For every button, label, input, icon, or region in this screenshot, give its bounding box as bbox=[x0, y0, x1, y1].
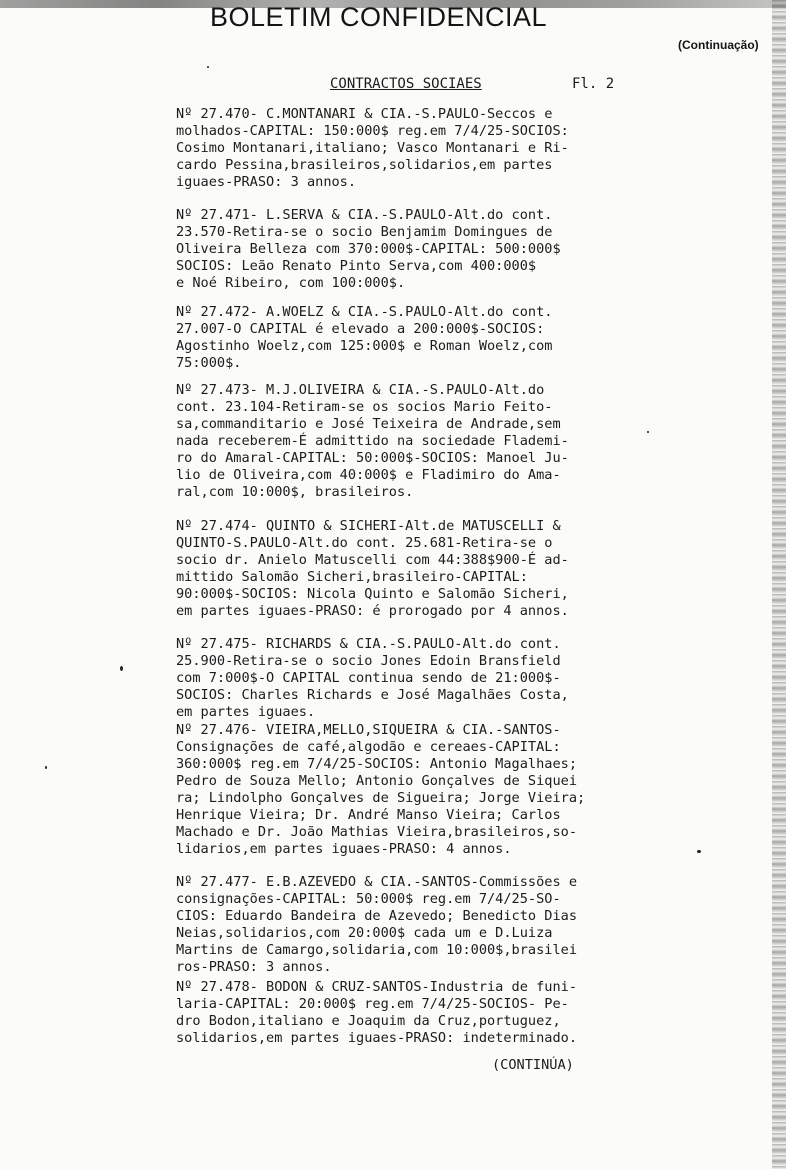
scan-speck bbox=[207, 66, 209, 68]
entry-line: SOCIOS: Leão Renato Pinto Serva,com 400:000$ bbox=[176, 258, 537, 274]
entry-line: Neias,solidarios,com 20:000$ cada um e D.Luiza bbox=[176, 925, 553, 941]
entry-line: Pedro de Souza Mello; Antonio Gonçalves de Siquei bbox=[176, 773, 578, 789]
entry-27478 bbox=[176, 979, 577, 1047]
entry-line: Nº 27.473- M.J.OLIVEIRA & CIA.-S.PAULO-Alt.do bbox=[176, 382, 545, 398]
entry-line: Nº 27.472- A.WOELZ & CIA.-S.PAULO-Alt.do cont. bbox=[176, 304, 553, 320]
entry-line: com 7:000$-O CAPITAL continua sendo de 21:000$- bbox=[176, 670, 561, 686]
entry-line: laria-CAPITAL: 20:000$ reg.em 7/4/25-SOCIOS- Pe- bbox=[176, 996, 569, 1012]
entry-line: Agostinho Woelz,com 125:000$ e Roman Woelz,com bbox=[176, 338, 553, 354]
entry-line: CIOS: Eduardo Bandeira de Azevedo; Benedicto Dias bbox=[176, 908, 578, 924]
entry-line: Nº 27.476- VIEIRA,MELLO,SIQUEIRA & CIA.-SANTOS- bbox=[176, 722, 561, 738]
entry-line: Cosimo Montanari,italiano; Vasco Montanari e Ri- bbox=[176, 140, 569, 156]
entry-line: em partes iguaes-PRASO: é prorogado por 4 annos. bbox=[176, 603, 569, 619]
entry-line: Consignações de café,algodão e cereaes-CAPITAL: bbox=[176, 739, 561, 755]
entry-line: Nº 27.478- BODON & CRUZ-SANTOS-Industria de funi- bbox=[176, 979, 578, 995]
entry-line: dro Bodon,italiano e Joaquim da Cruz,portuguez, bbox=[176, 1013, 561, 1029]
entry-line: socio dr. Anielo Matuscelli com 44:388$900-É ad- bbox=[176, 552, 569, 568]
entry-line: lio de Oliveira,com 40:000$ e Fladimiro do Ama- bbox=[176, 467, 561, 483]
entry-line: 27.007-O CAPITAL é elevado a 200:000$-SOCIOS: bbox=[176, 321, 545, 337]
entry-line: 90:000$-SOCIOS: Nicola Quinto e Salomão Sicheri, bbox=[176, 586, 569, 602]
entry-line: mittido Salomão Sicheri,brasileiro-CAPITAL: bbox=[176, 569, 528, 585]
entry-27470 bbox=[176, 106, 656, 191]
entry-line: Nº 27.475- RICHARDS & CIA.-S.PAULO-Alt.do cont. bbox=[176, 636, 561, 652]
entry-line: consignações-CAPITAL: 50:000$ reg.em 7/4/25-SO- bbox=[176, 891, 561, 907]
entry-line: molhados-CAPITAL: 150:000$ reg.em 7/4/25-SOCIOS: bbox=[176, 123, 569, 139]
scan-right-border bbox=[772, 0, 786, 1169]
entry-line: Nº 27.477- E.B.AZEVEDO & CIA.-SANTOS-Commissões e bbox=[176, 874, 578, 890]
entry-line: cont. 23.104-Retiram-se os socios Mario Feito- bbox=[176, 399, 553, 415]
entry-line: e Noé Ribeiro, com 100:000$. bbox=[176, 275, 406, 291]
entry-line: Nº 27.471- L.SERVA & CIA.-S.PAULO-Alt.do cont. bbox=[176, 207, 553, 223]
entry-line: solidarios,em partes iguaes-PRASO: indeterminado. bbox=[176, 1030, 578, 1046]
scan-speck bbox=[697, 850, 701, 853]
entry-line: ro do Amaral-CAPITAL: 50:000$-SOCIOS: Manoel Ju- bbox=[176, 450, 569, 466]
entry-line: QUINTO-S.PAULO-Alt.do cont. 25.681-Retira-se o bbox=[176, 535, 553, 551]
entry-line: Nº 27.474- QUINTO & SICHERI-Alt.de MATUSCELLI & bbox=[176, 518, 561, 534]
continua-label: (CONTINÚA) bbox=[492, 1057, 574, 1073]
entry-line: lidarios,em partes iguaes-PRASO: 4 annos. bbox=[176, 841, 512, 857]
entry-line: ra; Lindolpho Gonçalves de Sigueira; Jorge Vieira; bbox=[176, 790, 586, 806]
section-title: CONTRACTOS SOCIAES bbox=[330, 76, 482, 92]
entry-line: em partes iguaes. bbox=[176, 704, 316, 720]
entry-27472 bbox=[176, 304, 552, 372]
entry-line: Oliveira Belleza com 370:000$-CAPITAL: 500:000$ bbox=[176, 241, 561, 257]
entry-line: 75:000$. bbox=[176, 355, 242, 371]
entry-line: Henrique Vieira; Dr. André Manso Vieira; Carlos bbox=[176, 807, 561, 823]
scan-speck bbox=[45, 766, 47, 769]
continuation-label: (Continuação) bbox=[678, 38, 759, 52]
entry-27475 bbox=[176, 636, 569, 721]
entry-line: Martins de Camargo,solidaria,com 10:000$,brasilei bbox=[176, 942, 578, 958]
entry-line: ral,com 10:000$, brasileiros. bbox=[176, 484, 414, 500]
entry-line: Machado e Dr. João Mathias Vieira,brasileiros,so- bbox=[176, 824, 578, 840]
entry-line: ros-PRASO: 3 annos. bbox=[176, 959, 332, 975]
entry-27474 bbox=[176, 518, 569, 620]
entry-line: iguaes-PRASO: 3 annos. bbox=[176, 174, 357, 190]
entry-line: 23.570-Retira-se o socio Benjamim Domingues de bbox=[176, 224, 553, 240]
entry-line: SOCIOS: Charles Richards e José Magalhães Costa, bbox=[176, 687, 569, 703]
entry-line: 25.900-Retira-se o socio Jones Edoin Bransfield bbox=[176, 653, 561, 669]
entry-line: sa,commanditario e José Teixeira de Andrade,sem bbox=[176, 416, 561, 432]
entry-line: nada receberem-É admittido na sociedade Flademi- bbox=[176, 433, 569, 449]
folio-number: Fl. 2 bbox=[572, 76, 615, 92]
entry-line: cardo Pessina,brasileiros,solidarios,em partes bbox=[176, 157, 553, 173]
entry-line: Nº 27.470- C.MONTANARI & CIA.-S.PAULO-Seccos e bbox=[176, 106, 553, 122]
entry-27471 bbox=[176, 207, 561, 292]
entry-line: 360:000$ reg.em 7/4/25-SOCIOS: Antonio Magalhaes; bbox=[176, 756, 578, 772]
entry-27473 bbox=[176, 382, 569, 501]
entries-list bbox=[176, 106, 656, 1046]
scan-speck bbox=[120, 666, 123, 671]
bulletin-title: BOLETIM CONFIDENCIAL bbox=[210, 2, 548, 32]
scan-speck bbox=[647, 431, 649, 433]
entry-27476 bbox=[176, 722, 585, 858]
entry-27477 bbox=[176, 874, 577, 976]
